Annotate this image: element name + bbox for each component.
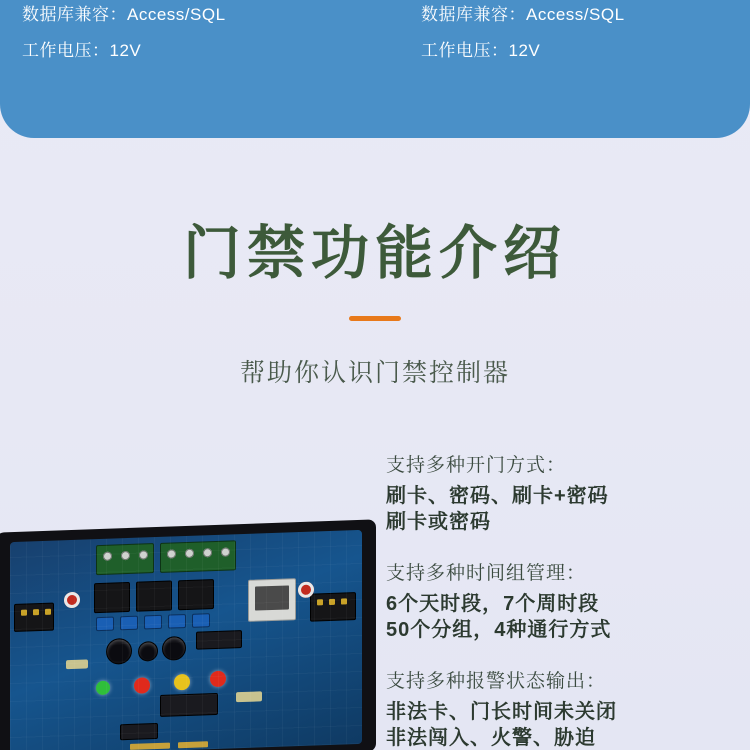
led-indicator-red xyxy=(210,671,226,688)
led-indicator-green xyxy=(96,681,110,695)
mounting-screw xyxy=(64,592,80,609)
spec-value: 12V xyxy=(508,41,541,60)
feature-heading: 支持多种开门方式： xyxy=(386,455,567,476)
feature-line: 非法卡、门长时间未关闭 xyxy=(386,700,617,723)
spec-value: Access/SQL xyxy=(127,5,226,24)
electrolytic-capacitor xyxy=(138,641,158,662)
feature-heading: 支持多种报警状态输出： xyxy=(386,670,607,692)
feature-line: 50个分组，4种通行方式 xyxy=(386,619,612,642)
mounting-screw xyxy=(298,582,314,599)
spec-separator: ： xyxy=(92,41,110,60)
blue-component xyxy=(192,613,210,628)
page-title: 门禁功能介绍 xyxy=(182,219,567,287)
spec-label: 工作电压 xyxy=(421,41,491,60)
side-connector xyxy=(310,592,356,622)
spec-separator: ： xyxy=(491,41,509,60)
blue-component xyxy=(144,615,162,630)
board-pcb xyxy=(10,530,362,750)
side-connector xyxy=(14,603,54,632)
spec-label: 工作电压 xyxy=(22,41,92,60)
spec-panel xyxy=(0,0,750,138)
spec-column-left xyxy=(0,0,375,72)
spec-row xyxy=(22,36,375,72)
feature-line: 6个天时段，7个周时段 xyxy=(386,592,600,615)
led-indicator-red xyxy=(134,677,150,694)
spec-label: 数据库兼容 xyxy=(421,5,509,24)
spec-column-right xyxy=(375,0,750,72)
ic-chip xyxy=(120,723,158,740)
contact-pad xyxy=(130,743,170,750)
led-indicator-yellow xyxy=(174,674,190,691)
feature-line: 刷卡、密码、刷卡+密码 xyxy=(386,485,609,507)
spec-value: Access/SQL xyxy=(526,5,625,24)
feature-heading: 支持多种时间组管理： xyxy=(386,562,587,584)
page-subtitle: 帮助你认识门禁控制器 xyxy=(239,358,510,387)
feature-line: 刷卡或密码 xyxy=(386,511,491,534)
spec-value: 12V xyxy=(109,41,142,60)
title-divider xyxy=(349,316,401,321)
blue-component xyxy=(168,614,186,629)
electrolytic-capacitor xyxy=(106,638,132,665)
feature-line: 非法闯入、火警、胁迫 xyxy=(386,726,596,749)
spec-columns xyxy=(0,0,750,72)
controller-board-image xyxy=(0,520,386,750)
ic-chip xyxy=(160,693,218,717)
blue-component xyxy=(96,617,114,632)
spec-row xyxy=(421,0,750,36)
ethernet-port xyxy=(248,578,296,622)
spec-row xyxy=(22,0,375,36)
feature-list xyxy=(386,450,736,750)
feature-group xyxy=(386,666,736,750)
feature-group xyxy=(386,558,736,644)
spec-separator: ： xyxy=(508,5,526,24)
spec-separator: ： xyxy=(109,5,127,24)
electrolytic-capacitor xyxy=(162,636,186,661)
resistor xyxy=(66,659,88,669)
contact-pad xyxy=(178,741,208,748)
terminal-block-green xyxy=(160,540,236,573)
relay-module xyxy=(136,580,172,611)
ic-chip xyxy=(196,630,242,650)
spec-label: 数据库兼容 xyxy=(22,5,110,24)
resistor xyxy=(236,691,262,702)
spec-row xyxy=(421,36,750,72)
relay-module xyxy=(178,579,214,610)
feature-group xyxy=(386,450,736,536)
blue-component xyxy=(120,616,138,631)
terminal-block-green xyxy=(96,543,154,575)
relay-module xyxy=(94,582,130,613)
title-block xyxy=(0,219,750,389)
